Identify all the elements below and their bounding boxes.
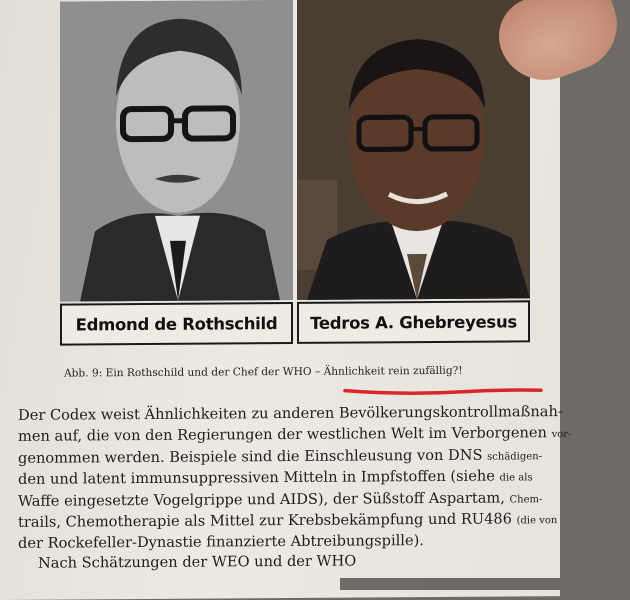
red-underline-mark xyxy=(343,385,543,396)
body-line: genommen werden. Beispiele sind die Einschleusung von DNS schädigen- xyxy=(18,445,566,470)
photo-tedros-ghebreyesus xyxy=(297,0,530,300)
name-label-right: Tedros A. Ghebreyesus xyxy=(297,300,530,344)
body-line: Waffe eingesetzte Vogelgrippe und AIDS), der Süßstoff Aspartam, Chem- xyxy=(18,488,566,513)
figure-caption xyxy=(64,364,554,379)
name-labels xyxy=(60,300,530,345)
body-line: trails, Chemotherapie als Mittel zur Krebsbekämpfung und RU486 (die von xyxy=(18,509,566,534)
photo-edmond-de-rothschild xyxy=(60,0,293,302)
caption-prefix: Abb. 9: Ein Rothschild und der Chef der WHO – xyxy=(64,366,324,380)
caption-highlight: Ähnlichkeit rein zufällig?! xyxy=(324,365,463,378)
body-paragraph xyxy=(18,402,566,573)
body-line: Nach Schätzungen der WEO und der WHO xyxy=(18,550,566,573)
name-label-left: Edmond de Rothschild xyxy=(60,302,293,346)
body-line: den und latent immunsuppressiven Mitteln in Impfstoffen (siehe die als xyxy=(18,466,566,491)
background-edge xyxy=(340,578,580,590)
body-line: Der Codex weist Ähnlichkeiten zu anderen Bevölkerungskontrollmaßnah- xyxy=(18,402,566,427)
body-line: men auf, die von den Regierungen der westlichen Welt im Verborgenen vor- xyxy=(18,423,566,448)
photo-pair xyxy=(60,0,530,302)
body-line: der Rockefeller-Dynastie finanzierte Abtreibungspille). xyxy=(18,530,566,553)
